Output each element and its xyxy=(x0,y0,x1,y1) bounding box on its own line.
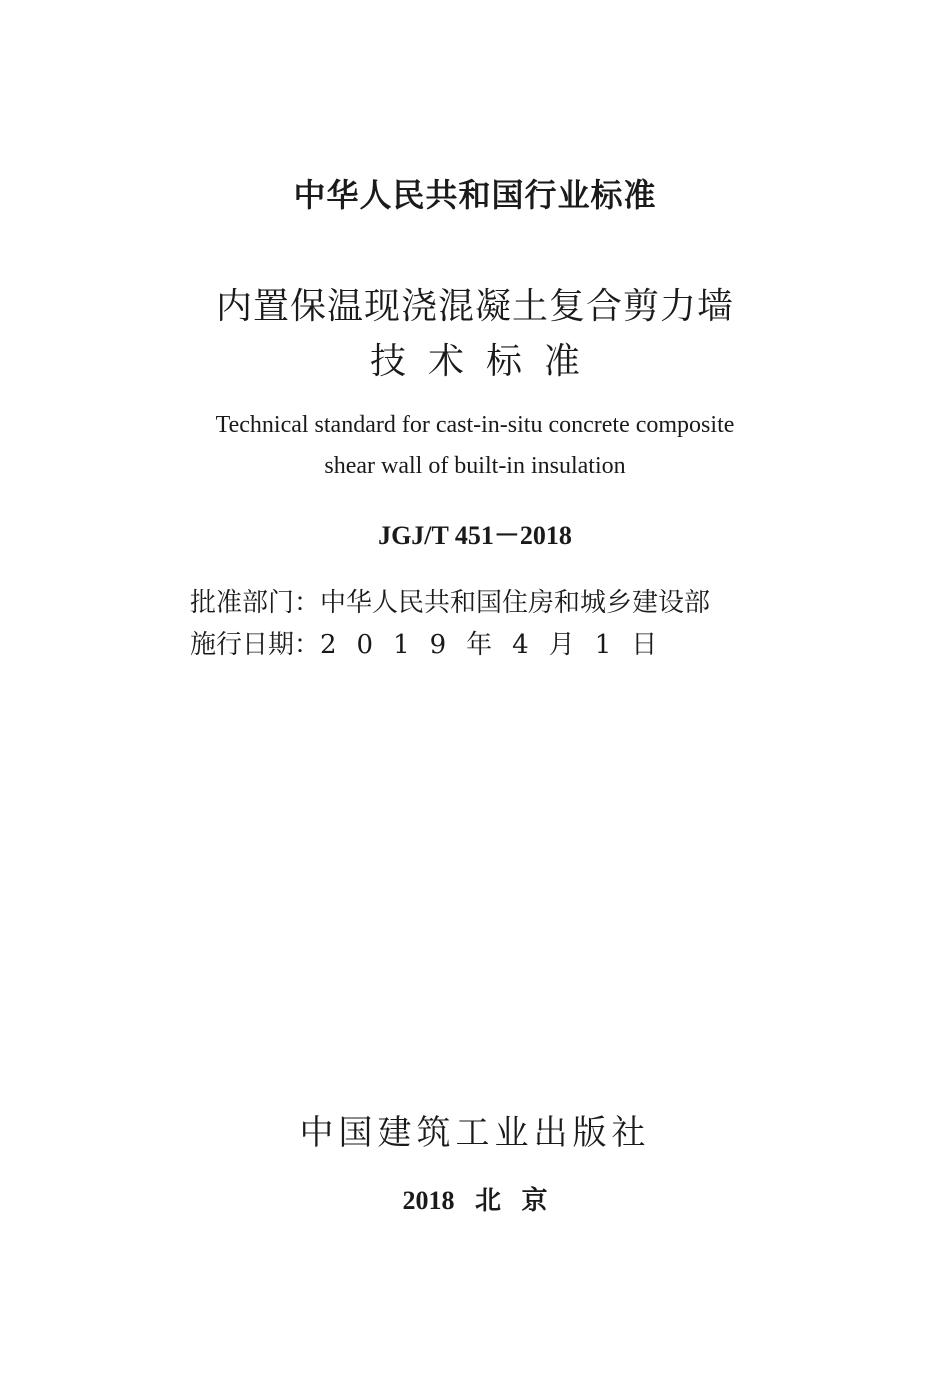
english-title-line-1: Technical standard for cast-in-situ concrete composite xyxy=(215,412,735,438)
standard-series-heading: 中华人民共和国行业标准 xyxy=(293,176,657,214)
publisher-name: 中国建筑工业出版社 xyxy=(299,1113,651,1153)
effective-date-row xyxy=(190,624,677,661)
english-title-line-2: shear wall of built-in insulation xyxy=(324,453,626,479)
chinese-title-line-1: 内置保温现浇混凝土复合剪力墙 xyxy=(215,286,734,327)
chinese-title-line-2: 技术标准 xyxy=(369,341,602,382)
approval-department-row xyxy=(190,582,710,619)
effective-date-value: 2019年4月1日 xyxy=(320,630,678,660)
approval-department-value: 中华人民共和国住房和城乡建设部 xyxy=(320,588,711,618)
standard-code: JGJ/T 451－2018 xyxy=(378,521,572,550)
publication-imprint: 2018 北 京 xyxy=(402,1186,548,1215)
effective-date-label: 施行日期： xyxy=(190,630,321,660)
approval-department-label: 批准部门： xyxy=(190,588,321,618)
